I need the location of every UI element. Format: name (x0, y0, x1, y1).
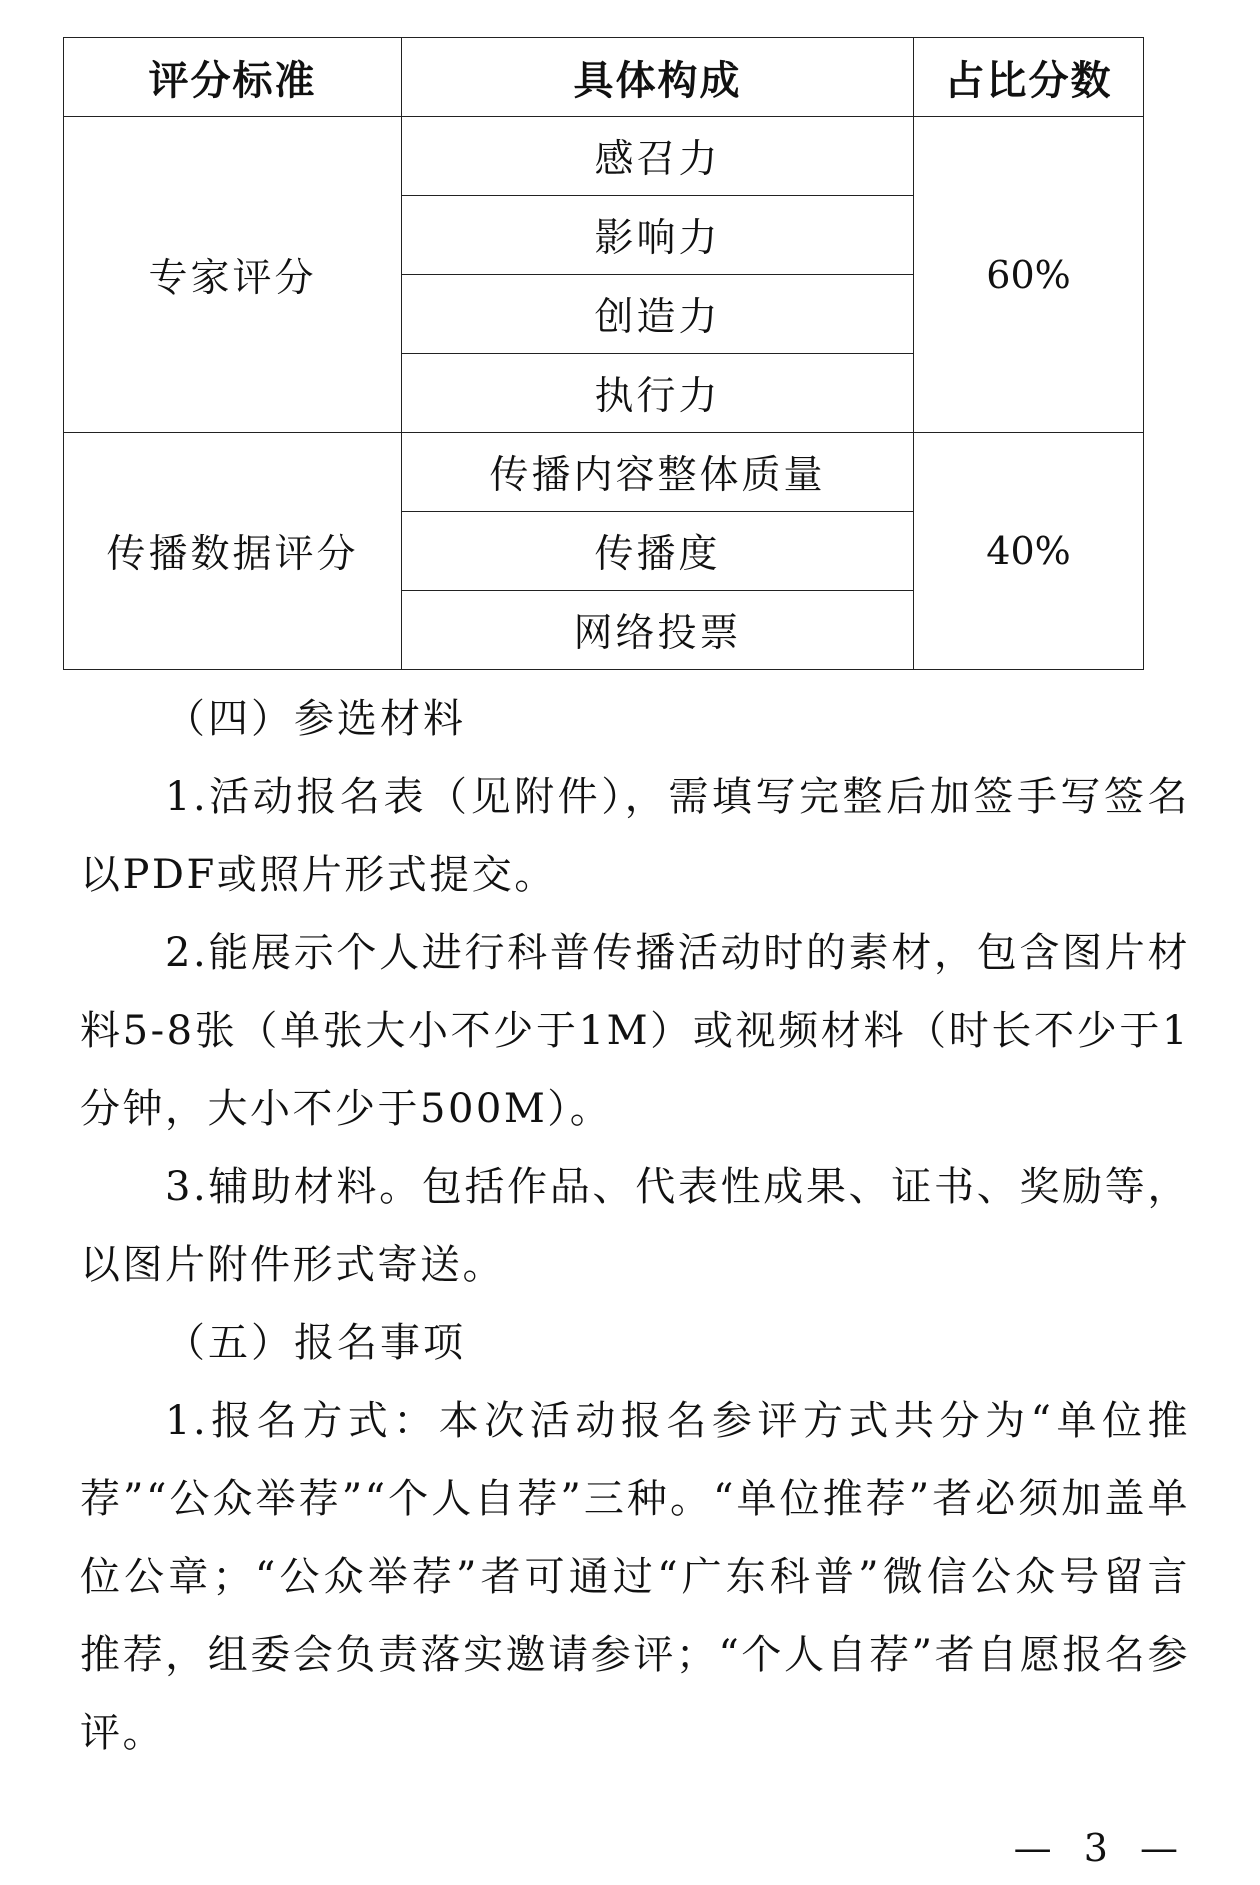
composition-cell: 传播内容整体质量 (402, 433, 914, 512)
composition-cell: 执行力 (402, 354, 914, 433)
section-heading-registration: （五）报名事项 (165, 1320, 466, 1366)
composition-cell: 创造力 (402, 275, 914, 354)
percentage-cell: 60% (914, 117, 1144, 433)
composition-cell: 传播度 (402, 512, 914, 591)
page-number: — 3 — (1013, 1826, 1188, 1870)
table-row (64, 433, 1144, 512)
table-row (64, 117, 1144, 196)
composition-cell: 感召力 (402, 117, 914, 196)
paragraph-registration-method: 1.报名方式：本次活动报名参评方式共分为“单位推荐”“公众举荐”“个人自荐”三种。“单位推荐”者必须加盖单位公章；“公众举荐”者可通过“广东科普”微信公众号留言推荐，组委会负责落实邀请参评；“个人自荐”者自愿报名参评。 (80, 1398, 1190, 1756)
paragraph-supporting-materials: 3.辅助材料。包括作品、代表性成果、证书、奖励等，以图片附件形式寄送。 (80, 1164, 1190, 1288)
scoring-table (63, 37, 1144, 670)
paragraph-registration-form: 1.活动报名表（见附件），需填写完整后加签手写签名以PDF或照片形式提交。 (80, 774, 1190, 898)
paragraph-media-materials: 2.能展示个人进行科普传播活动时的素材，包含图片材料5-8张（单张大小不少于1M）或视频材料（时长不少于1分钟，大小不少于500M）。 (80, 930, 1190, 1132)
header-composition: 具体构成 (402, 38, 914, 117)
header-percentage: 占比分数 (914, 38, 1144, 117)
header-criterion: 评分标准 (64, 38, 402, 117)
criterion-cell: 专家评分 (64, 117, 402, 433)
composition-cell: 影响力 (402, 196, 914, 275)
criterion-cell: 传播数据评分 (64, 433, 402, 670)
composition-cell: 网络投票 (402, 591, 914, 670)
percentage-cell: 40% (914, 433, 1144, 670)
table-header-row (64, 38, 1144, 117)
section-heading-materials: （四）参选材料 (165, 696, 466, 742)
